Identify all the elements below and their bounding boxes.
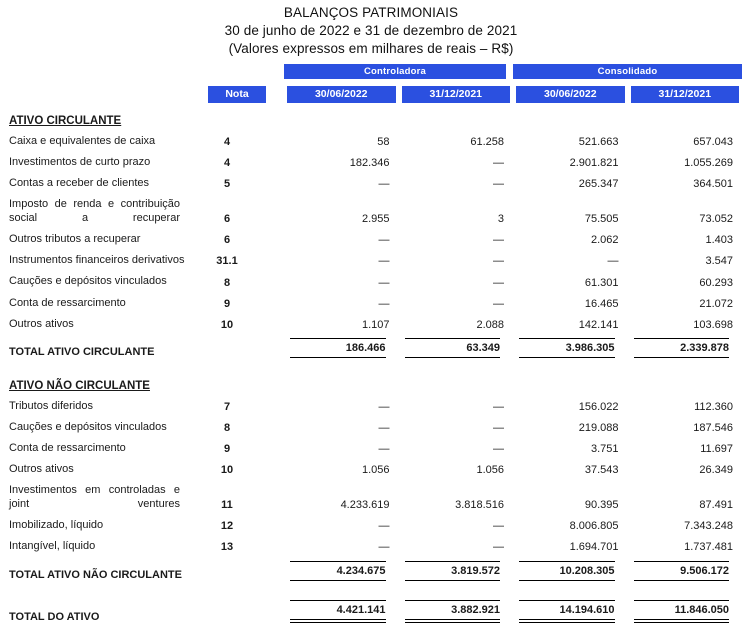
table-row [0,173,742,194]
row-note-reference: 9 [223,442,231,455]
cell-consolidado-2022: 2.062 [590,234,619,247]
cell-consolidado-2022: 8.006.805 [569,520,619,533]
cell-controladora-2021: — [493,297,505,310]
row-note-reference: 6 [223,213,231,226]
cell-consolidado-2021: 73.052 [699,213,734,226]
group-header-row [0,64,742,79]
cell-controladora-2021: — [493,421,505,434]
row-label: Instrumentos financeiros derivativos [9,254,185,267]
cell-controladora-2022: — [378,421,390,434]
row-note-reference: 11 [221,499,233,512]
cell-consolidado-2022: 265.347 [578,178,619,191]
cell-controladora-2021: — [493,400,505,413]
row-label: Investimentos em controladas e joint ventures [9,484,180,511]
cell-consolidado-2022: 521.663 [578,136,619,149]
cell-consolidado-2022: 61.301 [584,276,619,289]
table-header [0,64,742,103]
row-label: Outros tributos a recuperar [9,233,141,246]
table-row [0,271,742,292]
cell-controladora-2022: 182.346 [349,157,390,170]
section-total-row [0,557,742,585]
cell-controladora-2022: — [378,400,390,413]
cell-consolidado-2021: 112.360 [694,400,734,413]
table-row [0,536,742,557]
cell-consolidado-2021: 3.547 [705,255,734,268]
cell-controladora-2022: — [378,297,390,310]
section-total-consolidado-2022: 3.986.305 [513,334,628,362]
cell-controladora-2021: 3.818.516 [455,499,505,512]
grand-total-controladora-2021: 3.882.921 [399,596,514,627]
cell-consolidado-2022: 156.022 [578,400,619,413]
cell-controladora-2021: 61.258 [470,136,505,149]
cell-controladora-2021: — [493,178,505,191]
cell-consolidado-2021: 1.403 [705,234,734,247]
row-label: Outros ativos [9,317,74,330]
cell-controladora-2021: 2.088 [476,318,505,331]
grand-total-label: TOTAL DO ATIVO [9,611,100,624]
row-label: Caixa e equivalentes de caixa [9,134,156,147]
cell-consolidado-2022: 142.141 [578,318,619,331]
table-row [0,250,742,271]
row-note-reference: 7 [223,400,231,413]
row-note-reference: 10 [220,464,234,477]
row-label: Conta de ressarcimento [9,296,126,309]
group-header-controladora-label: Controladora [284,64,506,79]
column-header-controladora-2021: 31/12/2021 [399,86,514,103]
cell-controladora-2022: — [378,541,390,554]
grand-total-consolidado-2021: 11.846.050 [628,596,742,627]
cell-controladora-2021: 3 [497,213,505,226]
grand-total-controladora-2022: 4.421.141 [284,596,399,627]
row-note-reference: 31.1 [216,255,238,268]
row-label: Imobilizado, líquido [9,519,104,532]
row-label: Intangível, líquido [9,540,96,553]
row-label: Imposto de renda e contribuição social a recuperar [9,198,180,225]
section-total-controladora-2021: 3.819.572 [399,557,514,585]
cell-consolidado-2021: 364.501 [693,178,734,191]
cell-consolidado-2021: 103.698 [693,318,734,331]
cell-consolidado-2021: 11.697 [700,442,734,455]
table-body [0,103,742,627]
table-row [0,229,742,250]
column-header-controladora-2022: 30/06/2022 [284,86,399,103]
document-title-block [0,0,742,57]
row-label: Investimentos de curto prazo [9,156,151,169]
row-note-reference: 8 [223,421,231,434]
column-header-nota: Nota [196,86,284,103]
table-row [0,194,742,229]
cell-consolidado-2021: 1.055.269 [684,157,734,170]
grand-total-consolidado-2022: 14.194.610 [513,596,628,627]
cell-controladora-2022: 1.056 [361,464,390,477]
column-header-consolidado-2021: 31/12/2021 [628,86,742,103]
cell-consolidado-2022: 3.751 [590,442,619,455]
column-header-consolidado-2022: 30/06/2022 [513,86,628,103]
cell-controladora-2021: — [493,541,505,554]
cell-consolidado-2021: 87.491 [699,499,734,512]
row-note-reference: 12 [220,520,234,533]
balance-sheet-table [0,64,742,627]
title-line-1: BALANÇOS PATRIMONIAIS [283,5,459,20]
cell-controladora-2022: — [378,442,390,455]
group-header-consolidado-label: Consolidado [513,64,742,79]
cell-controladora-2021: — [493,234,505,247]
cell-controladora-2021: — [493,520,505,533]
group-header-controladora [284,64,513,79]
cell-consolidado-2021: 657.043 [693,136,734,149]
cell-consolidado-2021: 187.546 [693,421,734,434]
cell-consolidado-2021: 7.343.248 [684,520,734,533]
cell-controladora-2021: 1.056 [476,464,505,477]
title-line-2: 30 de junho de 2022 e 31 de dezembro de 2021 [224,22,518,38]
cell-consolidado-2022: 75.505 [584,213,619,226]
table-row [0,515,742,536]
grand-total-row [0,596,742,627]
table-row [0,395,742,416]
cell-consolidado-2022: 2.901.821 [569,157,619,170]
section-total-consolidado-2022: 10.208.305 [513,557,628,585]
row-note-reference: 6 [223,234,231,247]
section-total-controladora-2021: 63.349 [399,334,514,362]
section-total-label: TOTAL ATIVO NÃO CIRCULANTE [9,568,182,581]
row-note-reference: 4 [223,136,231,149]
cell-consolidado-2021: 26.349 [699,464,734,477]
cell-controladora-2022: — [378,234,390,247]
cell-consolidado-2021: 1.737.481 [684,541,734,554]
row-note-reference: 9 [223,297,231,310]
table-row [0,313,742,334]
cell-consolidado-2022: 1.694.701 [569,541,619,554]
row-note-reference: 13 [220,541,234,554]
group-header-consolidado [513,64,742,79]
cell-controladora-2022: — [378,255,390,268]
section-total-controladora-2022: 186.466 [284,334,399,362]
row-label: Conta de ressarcimento [9,441,126,454]
row-label: Outros ativos [9,462,74,475]
row-label: Contas a receber de clientes [9,177,150,190]
table-row [0,458,742,479]
row-label: Cauções e depósitos vinculados [9,275,167,288]
table-row [0,292,742,313]
cell-consolidado-2022: 219.088 [578,421,619,434]
cell-controladora-2021: — [493,157,505,170]
section-header-row [0,368,742,395]
cell-consolidado-2022: 90.395 [584,499,619,512]
section-title: ATIVO CIRCULANTE [9,115,122,128]
cell-controladora-2022: — [378,520,390,533]
section-header-row [0,103,742,130]
row-label: Tributos diferidos [9,399,93,412]
row-note-reference: 5 [223,178,231,191]
column-header-row [0,86,742,103]
cell-controladora-2022: 4.233.619 [340,499,390,512]
section-total-row [0,334,742,362]
cell-controladora-2022: 2.955 [361,213,390,226]
cell-consolidado-2021: 60.293 [699,276,734,289]
cell-controladora-2021: — [493,442,505,455]
row-note-reference: 10 [220,318,234,331]
table-row [0,480,742,515]
section-total-consolidado-2021: 9.506.172 [628,557,742,585]
row-note-reference: 4 [223,157,231,170]
section-total-label: TOTAL ATIVO CIRCULANTE [9,346,155,359]
cell-controladora-2022: — [378,276,390,289]
row-note-reference: 8 [223,276,231,289]
cell-controladora-2022: — [378,178,390,191]
cell-controladora-2021: — [493,276,505,289]
table-row [0,437,742,458]
table-row [0,130,742,151]
cell-consolidado-2021: 21.072 [699,297,734,310]
table-row [0,416,742,437]
title-line-3: (Valores expressos em milhares de reais – R$) [228,40,514,56]
section-total-consolidado-2021: 2.339.878 [628,334,742,362]
section-total-controladora-2022: 4.234.675 [284,557,399,585]
row-label: Cauções e depósitos vinculados [9,420,167,433]
table-row [0,152,742,173]
cell-consolidado-2022: 16.465 [584,297,619,310]
cell-controladora-2022: 58 [377,136,390,149]
cell-controladora-2022: 1.107 [361,318,390,331]
cell-consolidado-2022: — [607,255,619,268]
section-title: ATIVO NÃO CIRCULANTE [9,380,150,393]
cell-consolidado-2022: 37.543 [584,464,619,477]
cell-controladora-2021: — [493,255,505,268]
